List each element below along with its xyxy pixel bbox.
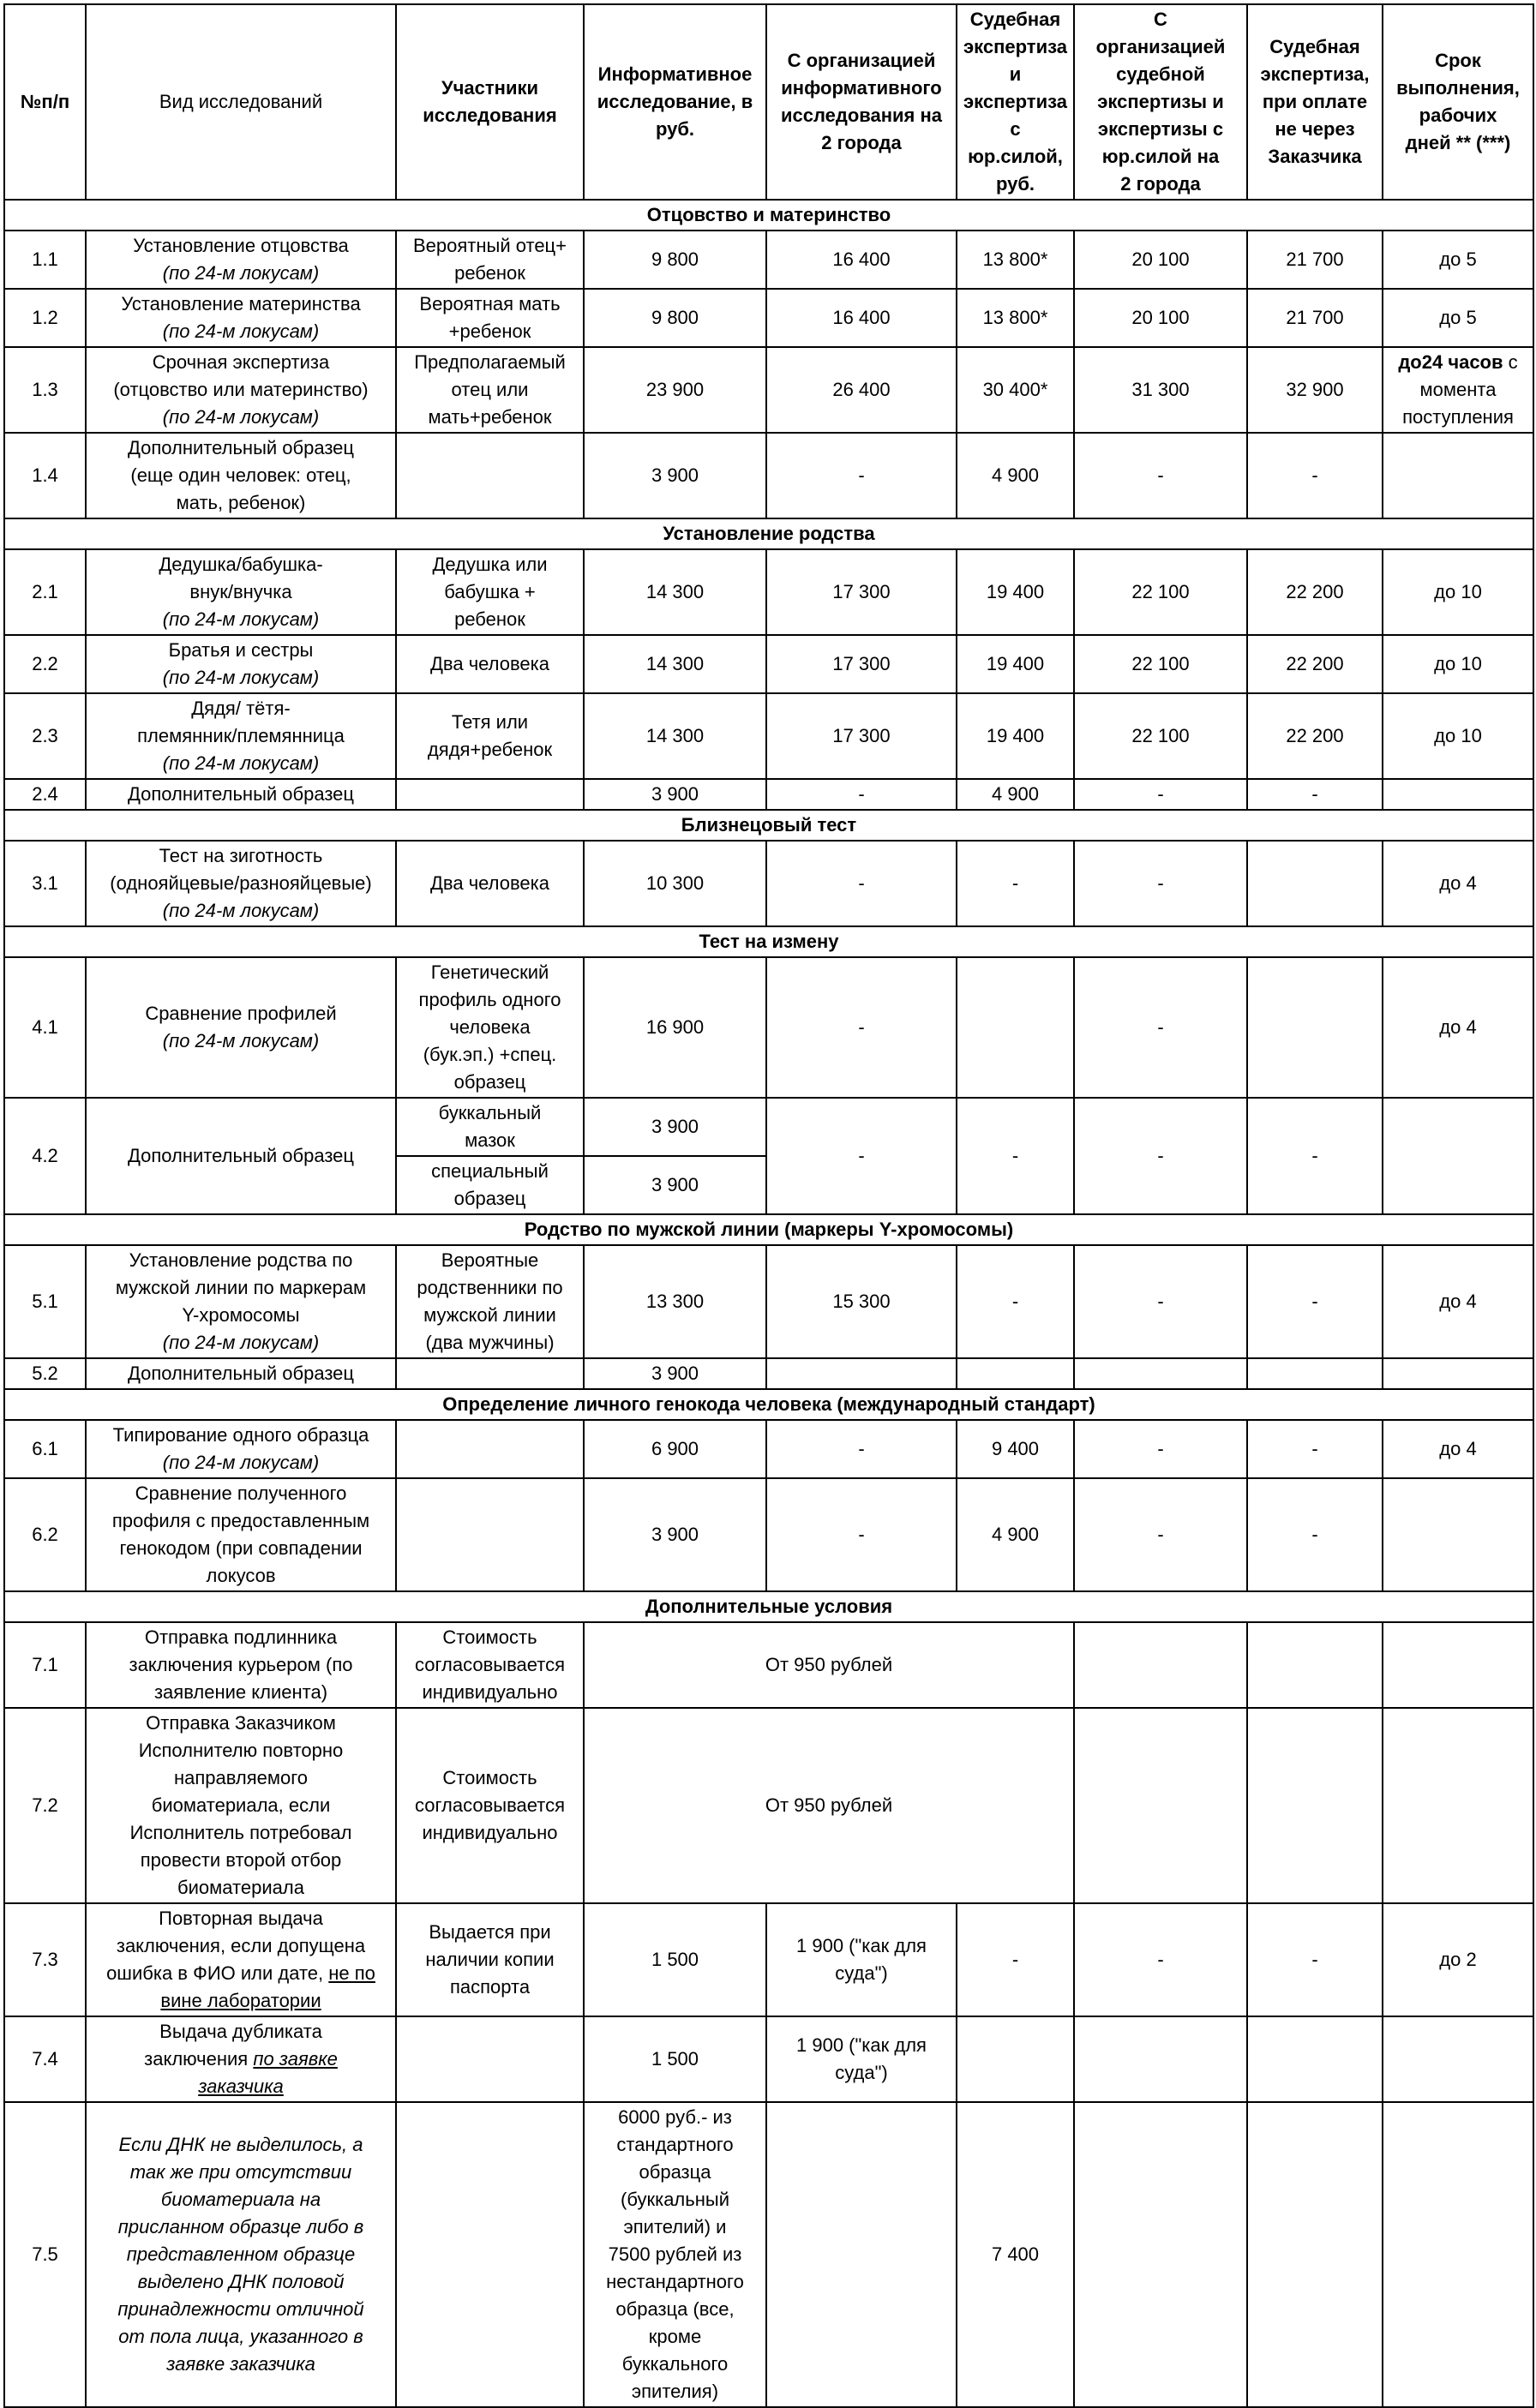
- term: до 2: [1383, 1903, 1533, 2016]
- study-type: Дядя/ тётя- племянник/племянница (по 24-м локусам): [86, 693, 396, 779]
- price-not-customer: [1247, 1358, 1383, 1389]
- table-row: [4, 231, 1533, 289]
- price-forensic: -: [957, 841, 1074, 926]
- price-forensic-two-cities: -: [1074, 1478, 1247, 1591]
- price-two-cities: [766, 1358, 957, 1389]
- header-two-cities: С организацией информативного исследования на 2 города: [766, 4, 957, 200]
- participants: Вероятный отец+ ребенок: [396, 231, 584, 289]
- price-not-customer: [1247, 957, 1383, 1098]
- price-forensic: -: [957, 1245, 1074, 1358]
- term: [1383, 1708, 1533, 1903]
- study-type: Братья и сестры (по 24-м локусам): [86, 635, 396, 693]
- price-two-cities: 17 300: [766, 549, 957, 635]
- participants: Стоимость согласовывается индивидуально: [396, 1622, 584, 1708]
- row-num: 1.4: [4, 433, 86, 518]
- term: до 4: [1383, 1420, 1533, 1478]
- table-row: [4, 1358, 1533, 1389]
- participants: Тетя или дядя+ребенок: [396, 693, 584, 779]
- table-row: [4, 1098, 1533, 1156]
- price-forensic-two-cities: [1074, 1622, 1247, 1708]
- row-num: 7.1: [4, 1622, 86, 1708]
- study-type: Дедушка/бабушка- внук/внучка (по 24-м локусам): [86, 549, 396, 635]
- price-two-cities: 17 300: [766, 693, 957, 779]
- price-forensic-two-cities: -: [1074, 841, 1247, 926]
- price-forensic-two-cities: [1074, 1358, 1247, 1389]
- price-not-customer: -: [1247, 1245, 1383, 1358]
- price-informative: 14 300: [584, 549, 766, 635]
- study-type: Выдача дубликата заключения по заявке заказчика: [86, 2016, 396, 2102]
- price-forensic-two-cities: -: [1074, 1420, 1247, 1478]
- row-num: 7.3: [4, 1903, 86, 2016]
- section-row: [4, 1591, 1533, 1622]
- study-type: Отправка подлинника заключения курьером (по заявление клиента): [86, 1622, 396, 1708]
- table-row: [4, 2102, 1533, 2407]
- term: до 4: [1383, 841, 1533, 926]
- price-two-cities: -: [766, 1098, 957, 1214]
- row-num: 3.1: [4, 841, 86, 926]
- term: до 5: [1383, 289, 1533, 347]
- term: до 10: [1383, 635, 1533, 693]
- price-informative: 9 800: [584, 231, 766, 289]
- participants: Стоимость согласовывается индивидуально: [396, 1708, 584, 1903]
- table-row: [4, 635, 1533, 693]
- row-num: 2.3: [4, 693, 86, 779]
- price-not-customer: [1247, 2016, 1383, 2102]
- term: до 5: [1383, 231, 1533, 289]
- price-forensic-two-cities: [1074, 1708, 1247, 1903]
- table-row: [4, 1708, 1533, 1903]
- price-not-customer: 21 700: [1247, 231, 1383, 289]
- table-row: [4, 2016, 1533, 2102]
- price-two-cities: -: [766, 1478, 957, 1591]
- price-two-cities: 16 400: [766, 289, 957, 347]
- header-num: №п/п: [4, 4, 86, 200]
- price-informative: 1 500: [584, 2016, 766, 2102]
- price-not-customer: -: [1247, 779, 1383, 810]
- price-forensic-two-cities: 20 100: [1074, 231, 1247, 289]
- section-row: [4, 518, 1533, 549]
- price-forensic-two-cities: 22 100: [1074, 635, 1247, 693]
- price-informative: 3 900: [584, 1156, 766, 1214]
- row-num: 1.2: [4, 289, 86, 347]
- price-forensic: 4 900: [957, 1478, 1074, 1591]
- study-type: Сравнение профилей (по 24-м локусам): [86, 957, 396, 1098]
- participants: [396, 1478, 584, 1591]
- price-forensic: -: [957, 1903, 1074, 2016]
- term: [1383, 1622, 1533, 1708]
- price-forensic-two-cities: -: [1074, 1245, 1247, 1358]
- term: до 10: [1383, 549, 1533, 635]
- term: [1383, 2016, 1533, 2102]
- table-row: [4, 841, 1533, 926]
- participants: Вероятная мать +ребенок: [396, 289, 584, 347]
- price-forensic-two-cities: -: [1074, 957, 1247, 1098]
- study-type: Повторная выдача заключения, если допущена ошибка в ФИО или дате, не по вине лаборатории: [86, 1903, 396, 2016]
- row-num: 2.1: [4, 549, 86, 635]
- price-not-customer: 22 200: [1247, 693, 1383, 779]
- table-row: [4, 433, 1533, 518]
- price-forensic-two-cities: 22 100: [1074, 693, 1247, 779]
- price-forensic: 19 400: [957, 693, 1074, 779]
- row-num: 4.1: [4, 957, 86, 1098]
- study-type: Срочная экспертиза (отцовство или материнство) (по 24-м локусам): [86, 347, 396, 433]
- price-informative: 3 900: [584, 1478, 766, 1591]
- section-title: Определение личного генокода человека (международный стандарт): [4, 1389, 1533, 1420]
- header-participants: Участники исследования: [396, 4, 584, 200]
- section-title: Тест на измену: [4, 926, 1533, 957]
- price-not-customer: -: [1247, 433, 1383, 518]
- price-forensic-two-cities: 22 100: [1074, 549, 1247, 635]
- price-not-customer: 22 200: [1247, 549, 1383, 635]
- price-forensic: 30 400*: [957, 347, 1074, 433]
- price-not-customer: [1247, 1622, 1383, 1708]
- price-informative: 16 900: [584, 957, 766, 1098]
- study-type: Установление материнства (по 24-м локусам): [86, 289, 396, 347]
- price-forensic-two-cities: [1074, 2016, 1247, 2102]
- row-num: 7.2: [4, 1708, 86, 1903]
- price-not-customer: [1247, 2102, 1383, 2407]
- price-forensic-two-cities: [1074, 2102, 1247, 2407]
- section-title: Родство по мужской линии (маркеры Y-хромосомы): [4, 1214, 1533, 1245]
- price-forensic: 19 400: [957, 549, 1074, 635]
- participants: Два человека: [396, 841, 584, 926]
- price-forensic-two-cities: -: [1074, 1903, 1247, 2016]
- table-row: [4, 1420, 1533, 1478]
- section-row: [4, 1214, 1533, 1245]
- price-informative: 6 900: [584, 1420, 766, 1478]
- term: до 10: [1383, 693, 1533, 779]
- price-merged: От 950 рублей: [584, 1622, 1074, 1708]
- header-type: Вид исследований: [86, 4, 396, 200]
- participants: Два человека: [396, 635, 584, 693]
- price-two-cities: -: [766, 779, 957, 810]
- study-type: Дополнительный образец: [86, 1098, 396, 1214]
- header-not-customer: Судебная экспертиза, при оплате не через Заказчика: [1247, 4, 1383, 200]
- participants: Генетический профиль одного человека (бук.эп.) +спец. образец: [396, 957, 584, 1098]
- table-row: [4, 347, 1533, 433]
- price-forensic: 4 900: [957, 433, 1074, 518]
- section-row: [4, 1389, 1533, 1420]
- participants: Вероятные родственники по мужской линии (два мужчины): [396, 1245, 584, 1358]
- row-num: 1.1: [4, 231, 86, 289]
- price-not-customer: [1247, 1708, 1383, 1903]
- study-type: Тест на зиготность (однояйцевые/разнояйцевые) (по 24-м локусам): [86, 841, 396, 926]
- table-row: [4, 289, 1533, 347]
- header-informative: Информативное исследование, в руб.: [584, 4, 766, 200]
- study-type: Если ДНК не выделилось, а так же при отсутствии биоматериала на присланном образце либо в представленном образце выделено ДНК половой принадлежности отличной от пола лица, указанного в заявке заказчика: [86, 2102, 396, 2407]
- term: [1383, 2102, 1533, 2407]
- participants: буккальный мазок: [396, 1098, 584, 1156]
- study-type: Установление родства по мужской линии по маркерам Y-хромосомы (по 24-м локусам): [86, 1245, 396, 1358]
- price-two-cities: 1 900 ("как для суда"): [766, 2016, 957, 2102]
- row-num: 7.5: [4, 2102, 86, 2407]
- price-two-cities: [766, 2102, 957, 2407]
- participants: [396, 1420, 584, 1478]
- row-num: 6.1: [4, 1420, 86, 1478]
- price-informative: 3 900: [584, 433, 766, 518]
- price-not-customer: -: [1247, 1420, 1383, 1478]
- header-forensic-two-cities: С организацией судебной экспертизы и экспертизы с юр.силой на 2 города: [1074, 4, 1247, 200]
- price-two-cities: -: [766, 433, 957, 518]
- row-num: 5.1: [4, 1245, 86, 1358]
- table-row: [4, 1478, 1533, 1591]
- price-forensic: 7 400: [957, 2102, 1074, 2407]
- section-row: [4, 810, 1533, 841]
- table-row: [4, 779, 1533, 810]
- participants: Предполагаемый отец или мать+ребенок: [396, 347, 584, 433]
- table-row: [4, 1903, 1533, 2016]
- study-type: Дополнительный образец (еще один человек: отец, мать, ребенок): [86, 433, 396, 518]
- section-title: Дополнительные условия: [4, 1591, 1533, 1622]
- price-two-cities: 1 900 ("как для суда"): [766, 1903, 957, 2016]
- price-informative: 10 300: [584, 841, 766, 926]
- price-not-customer: -: [1247, 1478, 1383, 1591]
- price-not-customer: 22 200: [1247, 635, 1383, 693]
- header-forensic: Судебная экспертиза и экспертиза с юр.силой, руб.: [957, 4, 1074, 200]
- price-informative: 1 500: [584, 1903, 766, 2016]
- price-informative: 6000 руб.- из стандартного образца (буккальный эпителий) и 7500 рублей из нестандартного образца (все, кроме буккального эпителия): [584, 2102, 766, 2407]
- term: до 4: [1383, 957, 1533, 1098]
- price-two-cities: -: [766, 841, 957, 926]
- participants: Выдается при наличии копии паспорта: [396, 1903, 584, 2016]
- price-informative: 13 300: [584, 1245, 766, 1358]
- price-not-customer: 21 700: [1247, 289, 1383, 347]
- price-forensic: 4 900: [957, 779, 1074, 810]
- term: [1383, 1098, 1533, 1214]
- row-num: 7.4: [4, 2016, 86, 2102]
- price-informative: 3 900: [584, 1098, 766, 1156]
- price-two-cities: -: [766, 1420, 957, 1478]
- participants: [396, 779, 584, 810]
- term: [1383, 779, 1533, 810]
- study-type: Установление отцовства (по 24-м локусам): [86, 231, 396, 289]
- price-merged: От 950 рублей: [584, 1708, 1074, 1903]
- study-type: Сравнение полученного профиля с предоставленным генокодом (при совпадении локусов: [86, 1478, 396, 1591]
- study-type: Дополнительный образец: [86, 779, 396, 810]
- section-title: Установление родства: [4, 518, 1533, 549]
- row-num: 6.2: [4, 1478, 86, 1591]
- row-num: 2.2: [4, 635, 86, 693]
- price-forensic: [957, 1358, 1074, 1389]
- price-informative: 3 900: [584, 779, 766, 810]
- section-title: Близнецовый тест: [4, 810, 1533, 841]
- table-row: [4, 693, 1533, 779]
- price-forensic: 13 800*: [957, 289, 1074, 347]
- price-forensic: 19 400: [957, 635, 1074, 693]
- price-forensic-two-cities: -: [1074, 779, 1247, 810]
- price-forensic: [957, 2016, 1074, 2102]
- participants: [396, 2016, 584, 2102]
- header-term: Срок выполнения, рабочих дней ** (***): [1383, 4, 1533, 200]
- study-type: Дополнительный образец: [86, 1358, 396, 1389]
- study-type: Типирование одного образца (по 24-м локусам): [86, 1420, 396, 1478]
- price-forensic-two-cities: -: [1074, 433, 1247, 518]
- term: [1383, 433, 1533, 518]
- price-forensic: -: [957, 1098, 1074, 1214]
- row-num: 5.2: [4, 1358, 86, 1389]
- price-two-cities: 17 300: [766, 635, 957, 693]
- price-informative: 3 900: [584, 1358, 766, 1389]
- table-row: [4, 549, 1533, 635]
- table-row: [4, 957, 1533, 1098]
- section-row: [4, 200, 1533, 231]
- price-two-cities: 26 400: [766, 347, 957, 433]
- header-row: [4, 4, 1533, 200]
- price-not-customer: 32 900: [1247, 347, 1383, 433]
- price-forensic-two-cities: -: [1074, 1098, 1247, 1214]
- price-forensic: 13 800*: [957, 231, 1074, 289]
- price-informative: 23 900: [584, 347, 766, 433]
- participants: Дедушка или бабушка + ребенок: [396, 549, 584, 635]
- price-not-customer: -: [1247, 1903, 1383, 2016]
- term: [1383, 1358, 1533, 1389]
- row-num: 4.2: [4, 1098, 86, 1214]
- participants: специальный образец: [396, 1156, 584, 1214]
- row-num: 1.3: [4, 347, 86, 433]
- study-type: Отправка Заказчиком Исполнителю повторно направляемого биоматериала, если Исполнитель потребовал провести второй отбор биоматериала: [86, 1708, 396, 1903]
- price-forensic-two-cities: 31 300: [1074, 347, 1247, 433]
- price-not-customer: -: [1247, 1098, 1383, 1214]
- price-forensic: [957, 957, 1074, 1098]
- table-row: [4, 1245, 1533, 1358]
- price-two-cities: 16 400: [766, 231, 957, 289]
- price-not-customer: [1247, 841, 1383, 926]
- participants: [396, 433, 584, 518]
- price-two-cities: 15 300: [766, 1245, 957, 1358]
- price-informative: 14 300: [584, 693, 766, 779]
- price-table: [3, 3, 1534, 2408]
- price-informative: 9 800: [584, 289, 766, 347]
- price-informative: 14 300: [584, 635, 766, 693]
- term: [1383, 1478, 1533, 1591]
- price-two-cities: -: [766, 957, 957, 1098]
- price-forensic-two-cities: 20 100: [1074, 289, 1247, 347]
- term: до 4: [1383, 1245, 1533, 1358]
- participants: [396, 2102, 584, 2407]
- table-row: [4, 1622, 1533, 1708]
- section-row: [4, 926, 1533, 957]
- participants: [396, 1358, 584, 1389]
- term: до24 часов с момента поступления: [1383, 347, 1533, 433]
- section-title: Отцовство и материнство: [4, 200, 1533, 231]
- row-num: 2.4: [4, 779, 86, 810]
- price-forensic: 9 400: [957, 1420, 1074, 1478]
